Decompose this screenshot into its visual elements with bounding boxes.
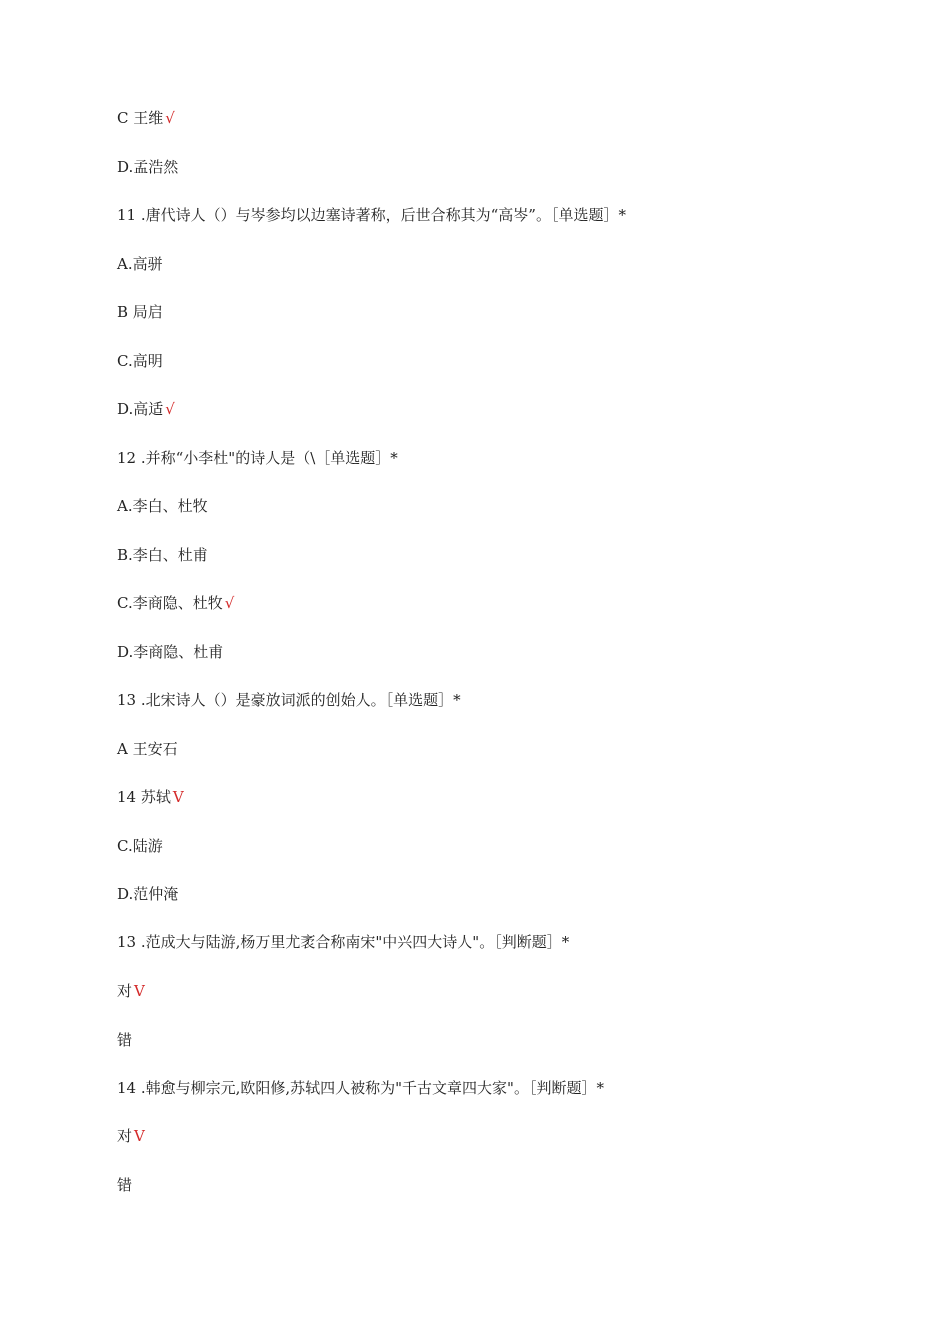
check-mark-icon: V: [172, 788, 184, 806]
line-text: C.陆游: [117, 837, 163, 855]
line-text: A.高骈: [117, 255, 163, 273]
line-text: D.孟浩然: [117, 158, 179, 176]
question-text: 13 .北宋诗人（）是豪放词派的创始人。［单选题］*: [117, 691, 461, 709]
option-false-line: [117, 1175, 134, 1195]
question-14-judgement: [117, 1078, 606, 1098]
line-text: D.范仲淹: [117, 885, 179, 903]
question-12: [117, 448, 400, 468]
option-false-line: [117, 1030, 134, 1050]
line-text: A.李白、杜牧: [117, 497, 208, 515]
option-d-line: [117, 157, 180, 177]
option-true-line: [117, 1126, 145, 1146]
option-b-line: [117, 302, 165, 322]
line-text: 14 苏轼: [117, 788, 171, 806]
line-text: C 王维: [117, 109, 164, 127]
check-mark-icon: V: [134, 1127, 145, 1145]
line-text: B 局启: [117, 303, 163, 321]
option-c-line: [117, 593, 234, 613]
line-text: D.李商隐、杜甫: [117, 643, 224, 661]
question-text: 14 .韩愈与柳宗元,欧阳修,苏轼四人被称为"千古文章四大家"。［判断题］*: [117, 1079, 604, 1097]
option-a-line: [117, 254, 165, 274]
option-b-line: [117, 787, 184, 807]
option-d-line: [117, 399, 175, 419]
line-text: 错: [117, 1176, 133, 1194]
option-true-line: [117, 981, 145, 1001]
option-b-line: [117, 545, 210, 565]
line-text: 对: [117, 982, 133, 1000]
option-d-line: [117, 642, 225, 662]
check-mark-icon: √: [165, 109, 175, 127]
question-text: 13 .范成大与陆游,杨万里尤袤合称南宋"中兴四大诗人"。［判断题］*: [117, 933, 570, 951]
option-d-line: [117, 884, 180, 904]
question-text: 12 .并称“小李杜"的诗人是（\［单选题］*: [117, 449, 398, 467]
question-text: 11 .唐代诗人（）与岑参均以边塞诗著称，后世合称其为“高岑”。［单选题］*: [117, 206, 626, 224]
line-text: 对: [117, 1127, 133, 1145]
line-text: A 王安石: [117, 740, 178, 758]
check-mark-icon: V: [134, 982, 145, 1000]
question-11: [117, 205, 628, 225]
line-text: B.李白、杜甫: [117, 546, 208, 564]
line-text: C.高明: [117, 352, 163, 370]
check-mark-icon: √: [165, 400, 175, 418]
line-text: 错: [117, 1031, 133, 1049]
line-text: C.李商隐、杜牧: [117, 594, 223, 612]
option-a-line: [117, 496, 210, 516]
question-13: [117, 690, 463, 710]
option-c-line: [117, 836, 165, 856]
option-a-line: [117, 739, 180, 759]
question-13-judgement: [117, 932, 571, 952]
option-c-line: [117, 108, 175, 128]
line-text: D.高适: [117, 400, 164, 418]
option-c-line: [117, 351, 165, 371]
check-mark-icon: √: [224, 594, 235, 612]
